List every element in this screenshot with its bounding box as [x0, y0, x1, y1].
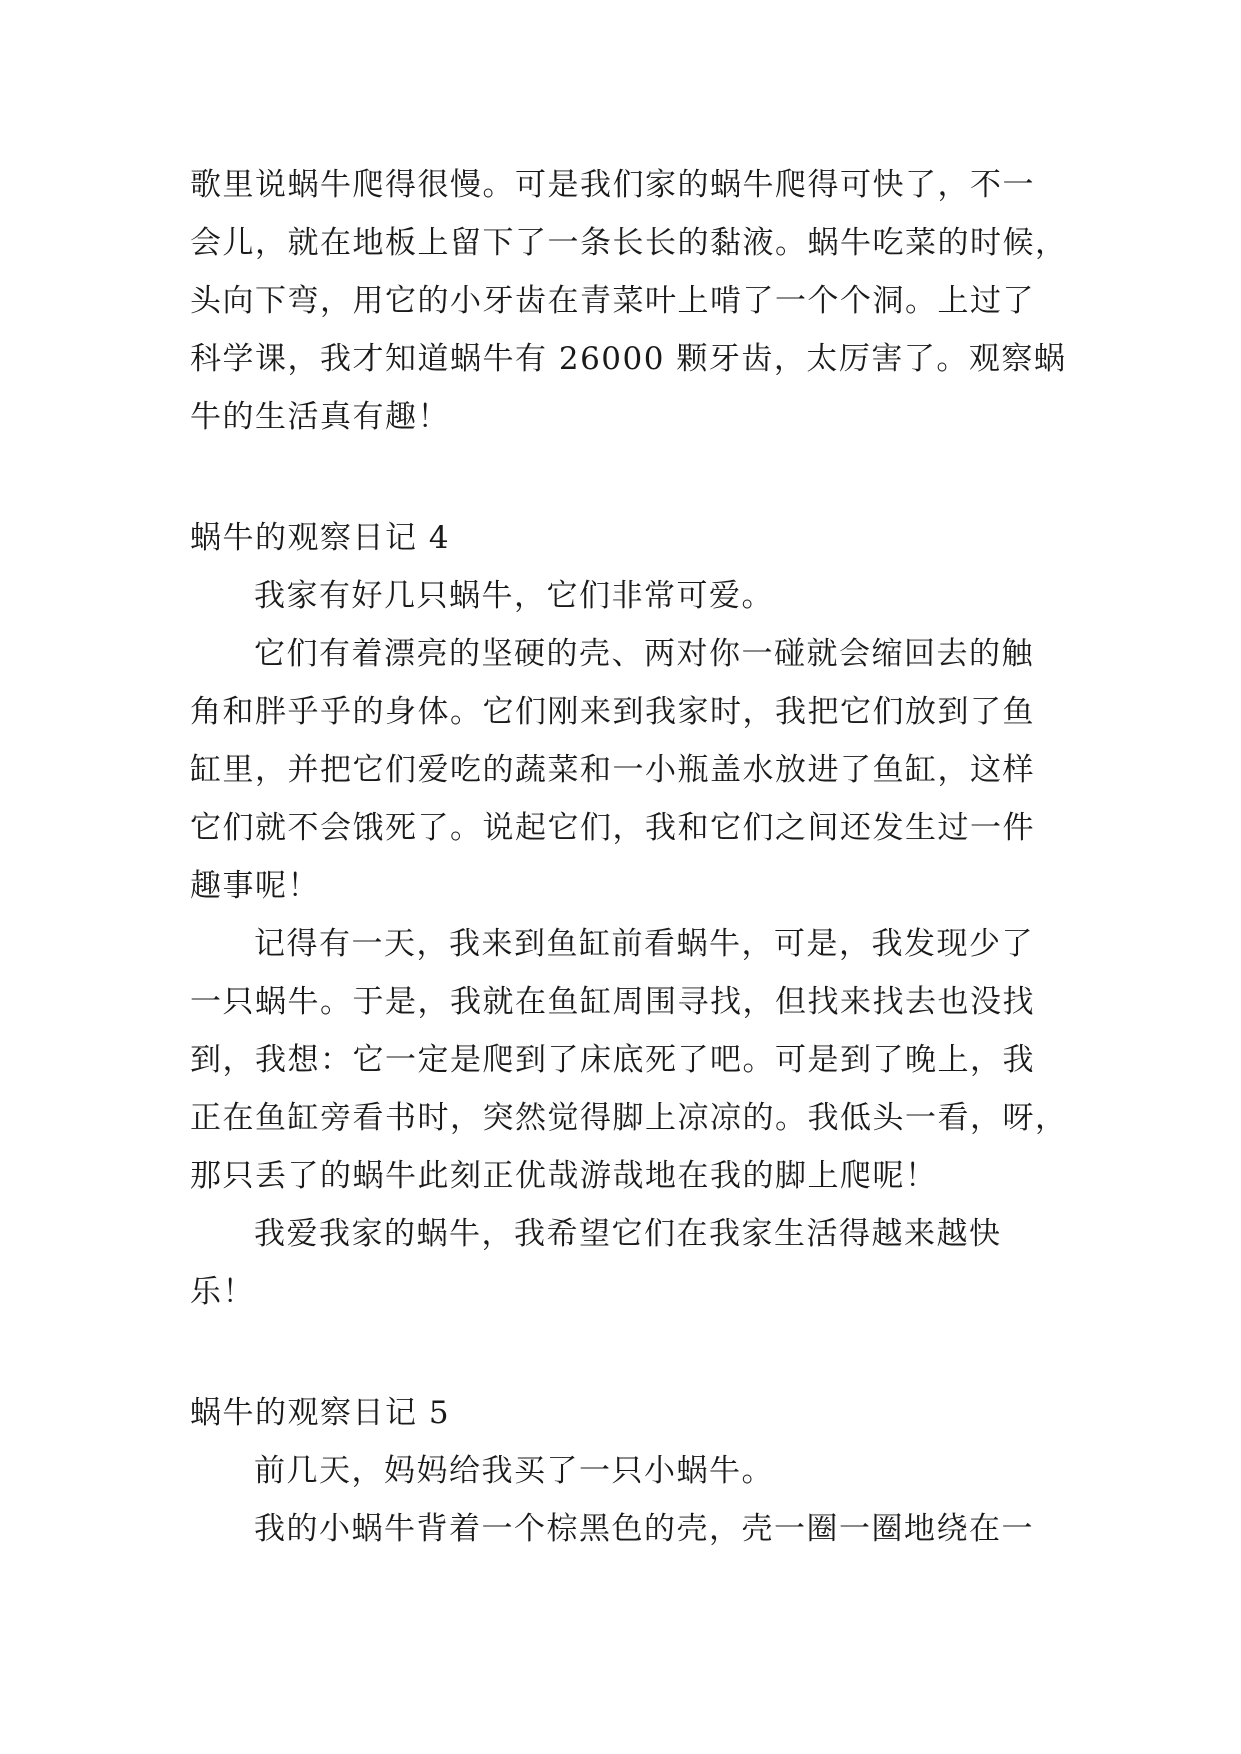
paragraph-line: 正在鱼缸旁看书时，突然觉得脚上凉凉的。我低头一看，呀， [190, 1100, 1068, 1136]
paragraph-line: 我爱我家的蜗牛，我希望它们在我家生活得越来越快 [254, 1216, 1002, 1252]
paragraph-line: 角和胖乎乎的身体。它们刚来到我家时，我把它们放到了鱼 [190, 694, 1035, 730]
paragraph-line: 我的小蜗牛背着一个棕黑色的壳，壳一圈一圈地绕在一 [254, 1511, 1034, 1547]
paragraph-line: 乐！ [190, 1274, 255, 1310]
paragraph-line: 我家有好几只蜗牛，它们非常可爱。 [254, 578, 774, 614]
paragraph-line: 头向下弯，用它的小牙齿在青菜叶上啃了一个个洞。上过了 [190, 283, 1035, 319]
paragraph-line: 会儿，就在地板上留下了一条长长的黏液。蜗牛吃菜的时候， [190, 225, 1068, 261]
paragraph-line: 科学课，我才知道蜗牛有 26000 颗牙齿，太厉害了。观察蜗 [190, 341, 1067, 377]
section-heading: 蜗牛的观察日记 4 [190, 520, 451, 556]
paragraph-line: 记得有一天，我来到鱼缸前看蜗牛，可是，我发现少了 [254, 926, 1034, 962]
paragraph-line: 歌里说蜗牛爬得很慢。可是我们家的蜗牛爬得可快了，不一 [190, 167, 1035, 203]
paragraph-line: 牛的生活真有趣！ [190, 399, 450, 435]
paragraph-line: 它们有着漂亮的坚硬的壳、两对你一碰就会缩回去的触 [254, 636, 1034, 672]
paragraph-line: 趣事呢！ [190, 868, 320, 904]
paragraph-line: 前几天，妈妈给我买了一只小蜗牛。 [254, 1453, 774, 1489]
paragraph-line: 缸里，并把它们爱吃的蔬菜和一小瓶盖水放进了鱼缸，这样 [190, 752, 1035, 788]
paragraph-line: 一只蜗牛。于是，我就在鱼缸周围寻找，但找来找去也没找 [190, 984, 1035, 1020]
paragraph-line: 到，我想：它一定是爬到了床底死了吧。可是到了晚上，我 [190, 1042, 1035, 1078]
paragraph-line: 那只丢了的蜗牛此刻正优哉游哉地在我的脚上爬呢！ [190, 1158, 938, 1194]
section-heading: 蜗牛的观察日记 5 [190, 1395, 451, 1431]
paragraph-line: 它们就不会饿死了。说起它们，我和它们之间还发生过一件 [190, 810, 1035, 846]
